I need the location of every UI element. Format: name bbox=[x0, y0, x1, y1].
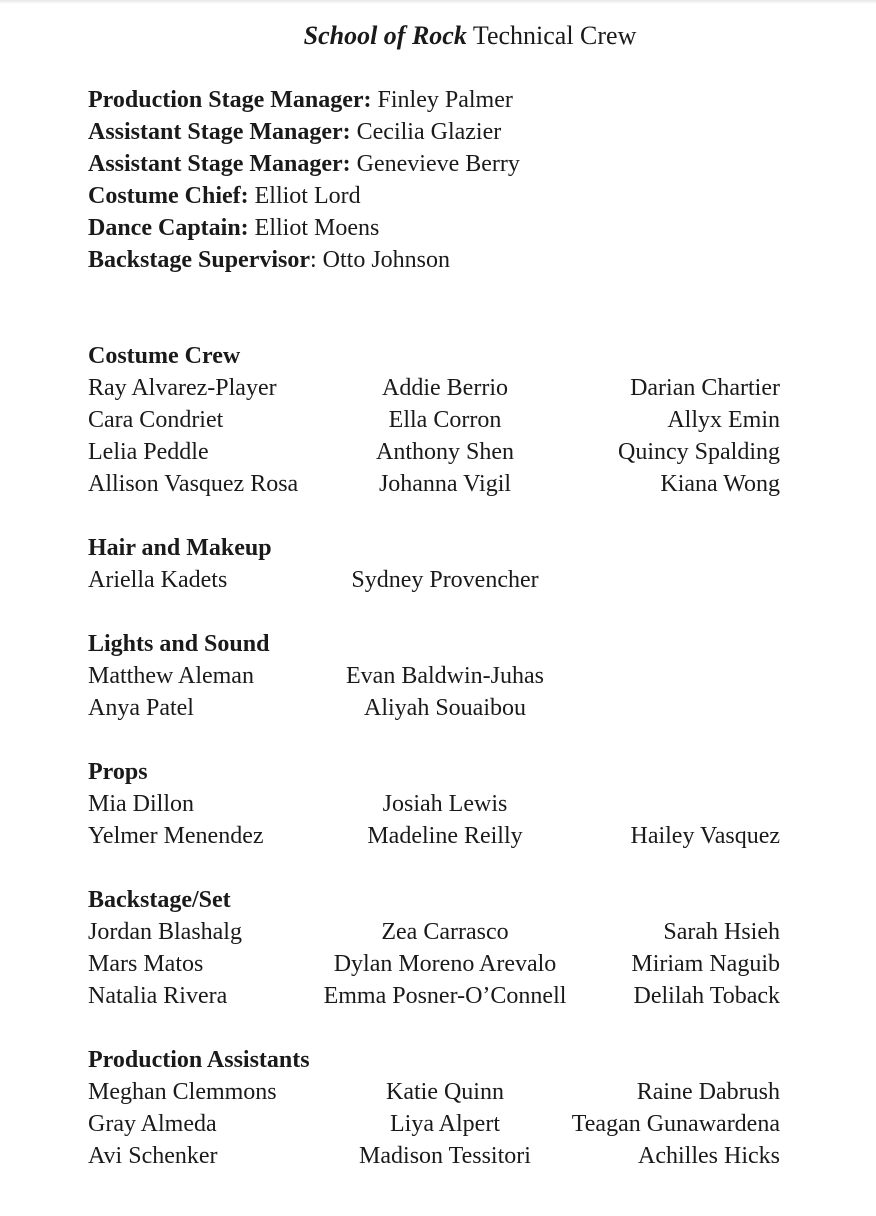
role-name: : Otto Johnson bbox=[310, 247, 451, 273]
role-name: Genevieve Berry bbox=[350, 151, 520, 177]
crew-name: Jordan Blashalg bbox=[88, 919, 242, 945]
role-label: Production Stage Manager: bbox=[88, 87, 372, 113]
crew-name bbox=[570, 660, 780, 692]
crew-name bbox=[570, 692, 780, 724]
crew-name: Allyx Emin bbox=[667, 407, 780, 433]
section-gap bbox=[88, 1012, 780, 1044]
crew-name: Ray Alvarez-Player bbox=[88, 375, 277, 401]
lead-role-line bbox=[88, 148, 780, 180]
crew-name: Zea Carrasco bbox=[381, 919, 509, 945]
show-title: School of Rock bbox=[303, 21, 467, 50]
role-name: Finley Palmer bbox=[371, 87, 513, 113]
crew-name: Raine Dabrush bbox=[636, 1079, 780, 1105]
crew-name: Aliyah Souaibou bbox=[364, 695, 526, 721]
section-title-props: Props bbox=[88, 759, 148, 785]
lead-role-line bbox=[88, 84, 780, 116]
crew-name: Achilles Hicks bbox=[638, 1143, 780, 1169]
crew-name: Gray Almeda bbox=[88, 1111, 217, 1137]
section-gap bbox=[88, 852, 780, 884]
lead-role-line bbox=[88, 180, 780, 212]
crew-name: Katie Quinn bbox=[386, 1079, 504, 1105]
crew-row bbox=[88, 820, 780, 852]
crew-row bbox=[88, 948, 780, 980]
crew-name: Allison Vasquez Rosa bbox=[88, 471, 299, 497]
role-label: Assistant Stage Manager: bbox=[88, 119, 351, 145]
crew-name: Cara Condriet bbox=[88, 407, 224, 433]
crew-name: Liya Alpert bbox=[390, 1111, 500, 1137]
role-name: Elliot Lord bbox=[248, 183, 361, 209]
crew-name: Sydney Provencher bbox=[351, 567, 539, 593]
crew-name: Anya Patel bbox=[88, 695, 194, 721]
role-label: Assistant Stage Manager: bbox=[88, 151, 351, 177]
section-title-backstage-set: Backstage/Set bbox=[88, 887, 231, 913]
crew-name: Miriam Naguib bbox=[631, 951, 780, 977]
lead-role-line bbox=[88, 116, 780, 148]
crew-name: Quincy Spalding bbox=[618, 439, 780, 465]
crew-name: Madeline Reilly bbox=[367, 823, 523, 849]
crew-name bbox=[570, 564, 780, 596]
crew-name: Darian Chartier bbox=[630, 375, 780, 401]
crew-row bbox=[88, 916, 780, 948]
crew-name: Kiana Wong bbox=[660, 471, 780, 497]
crew-name: Madison Tessitori bbox=[359, 1143, 531, 1169]
crew-row bbox=[88, 692, 780, 724]
role-label: Backstage Supervisor bbox=[88, 247, 310, 273]
crew-name: Teagan Gunawardena bbox=[571, 1111, 780, 1137]
crew-row bbox=[88, 468, 780, 500]
crew-name: Hailey Vasquez bbox=[630, 823, 780, 849]
crew-name: Evan Baldwin-Juhas bbox=[346, 663, 544, 689]
crew-name: Lelia Peddle bbox=[88, 439, 209, 465]
crew-name: Johanna Vigil bbox=[378, 471, 512, 497]
crew-row bbox=[88, 1140, 780, 1172]
title-suffix: Technical Crew bbox=[466, 21, 637, 50]
crew-row bbox=[88, 564, 780, 596]
section-title-lights-and-sound: Lights and Sound bbox=[88, 631, 270, 657]
crew-name: Meghan Clemmons bbox=[88, 1079, 277, 1105]
crew-name: Anthony Shen bbox=[376, 439, 514, 465]
crew-name: Sarah Hsieh bbox=[663, 919, 780, 945]
section-title-hair-and-makeup: Hair and Makeup bbox=[88, 535, 272, 561]
crew-row bbox=[88, 1108, 780, 1140]
crew-name: Josiah Lewis bbox=[382, 791, 508, 817]
crew-row bbox=[88, 372, 780, 404]
section-gap bbox=[88, 276, 780, 340]
crew-name: Ella Corron bbox=[388, 407, 502, 433]
crew-name: Ariella Kadets bbox=[88, 567, 228, 593]
crew-name: Natalia Rivera bbox=[88, 983, 228, 1009]
crew-row bbox=[88, 788, 780, 820]
crew-name: Mia Dillon bbox=[88, 791, 194, 817]
page-title bbox=[0, 20, 876, 52]
lead-role-line bbox=[88, 244, 780, 276]
crew-name: Yelmer Menendez bbox=[88, 823, 264, 849]
section-title-costume-crew: Costume Crew bbox=[88, 343, 241, 369]
lead-role-line bbox=[88, 212, 780, 244]
section-gap bbox=[88, 724, 780, 756]
role-name: Elliot Moens bbox=[248, 215, 380, 241]
crew-name: Matthew Aleman bbox=[88, 663, 254, 689]
crew-name: Mars Matos bbox=[88, 951, 204, 977]
section-gap bbox=[88, 500, 780, 532]
role-name: Cecilia Glazier bbox=[350, 119, 502, 145]
crew-list bbox=[88, 84, 780, 1172]
section-gap bbox=[88, 596, 780, 628]
crew-name bbox=[570, 788, 780, 820]
crew-row bbox=[88, 404, 780, 436]
crew-name: Emma Posner-O’Connell bbox=[323, 983, 567, 1009]
role-label: Dance Captain: bbox=[88, 215, 249, 241]
crew-name: Dylan Moreno Arevalo bbox=[333, 951, 557, 977]
crew-name: Avi Schenker bbox=[88, 1143, 218, 1169]
crew-name: Addie Berrio bbox=[382, 375, 508, 401]
crew-row bbox=[88, 660, 780, 692]
crew-row bbox=[88, 1076, 780, 1108]
page-top-edge bbox=[0, 0, 876, 4]
crew-name: Delilah Toback bbox=[633, 983, 780, 1009]
crew-row bbox=[88, 436, 780, 468]
section-title-production-assistants: Production Assistants bbox=[88, 1047, 310, 1073]
role-label: Costume Chief: bbox=[88, 183, 249, 209]
crew-row bbox=[88, 980, 780, 1012]
